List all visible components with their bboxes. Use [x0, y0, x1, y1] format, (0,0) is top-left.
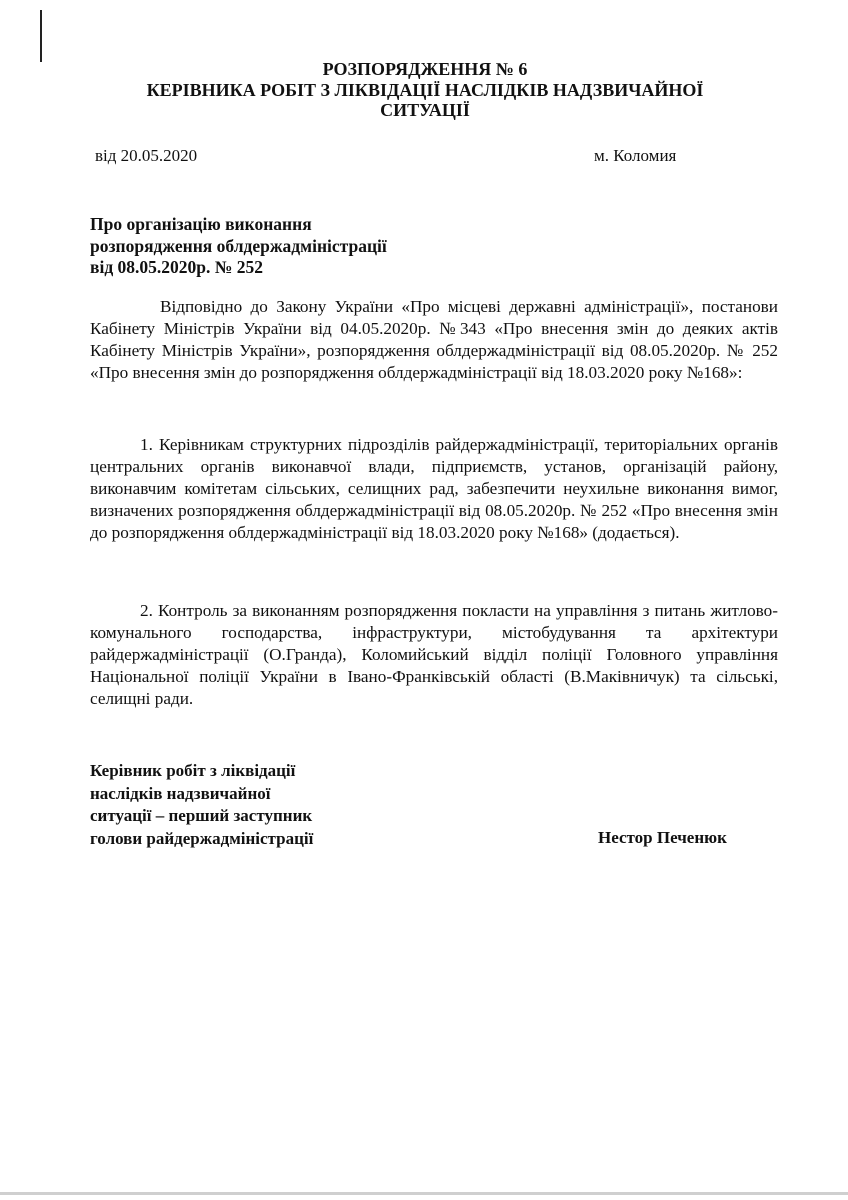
- title-line-3: СИТУАЦІЇ: [380, 100, 470, 120]
- document-city: м. Коломия: [594, 146, 677, 165]
- title-line-2: КЕРІВНИКА РОБІТ З ЛІКВІДАЦІЇ НАСЛІДКІВ НАДЗВИЧАЙНОЇ: [146, 79, 704, 100]
- signer-position: [90, 760, 420, 850]
- title-line-1: РОЗПОРЯДЖЕННЯ № 6: [322, 59, 528, 79]
- document-subject: [90, 214, 490, 279]
- subject-line-1: Про організацію виконання: [90, 214, 312, 234]
- signer-line-3: ситуації – перший заступник: [90, 806, 313, 825]
- signer-line-4: голови райдержадміністрації: [90, 828, 314, 848]
- document-title: [70, 59, 780, 121]
- preamble-paragraph: Відповідно до Закону України «Про місцеві державні адміністрації», постанови Кабінету Міністрів України від 04.05.2020р. №343 «Про внесення змін до деяких актів Кабінету Міністрів України», розпорядження облдержадміністрації від 08.05.2020р. № 252 «Про внесення змін до розпорядження облдержадміністрації від 18.03.2020 року №168»:: [90, 297, 778, 382]
- signer-name: Нестор Печенюк: [598, 828, 727, 847]
- scan-edge-mark: [40, 10, 42, 62]
- scan-bottom-edge: [0, 1192, 848, 1195]
- subject-line-3: від 08.05.2020р. № 252: [90, 257, 263, 277]
- signer-line-1: Керівник робіт з ліквідації: [90, 761, 296, 780]
- order-item-2: 2. Контроль за виконанням розпорядження покласти на управління з питань житлово-комунального господарства, інфраструктури, містобудування та архітектури райдержадміністрації (О.Гранда), Коломийський відділ поліції Головного управління Національної поліції України в Івано-Франківській області (В.Маківничук) та сільські, селищні ради.: [90, 601, 778, 708]
- document-date: від 20.05.2020: [95, 146, 198, 165]
- order-item-1: 1. Керівникам структурних підрозділів райдержадміністрації, територіальних органів центральних органів виконавчої влади, підприємств, установ, організацій району, виконавчим комітетам сільських, селищних рад, забезпечити неухильне виконання вимог, визначених розпорядження облдержадміністрації від 08.05.2020р. № 252 «Про внесення змін до розпорядження облдержадміністрації від 18.03.2020 року №168» (додається).: [90, 435, 778, 542]
- subject-line-2: розпорядження облдержадміністрації: [90, 235, 387, 256]
- signer-line-2: наслідків надзвичайної: [90, 783, 271, 803]
